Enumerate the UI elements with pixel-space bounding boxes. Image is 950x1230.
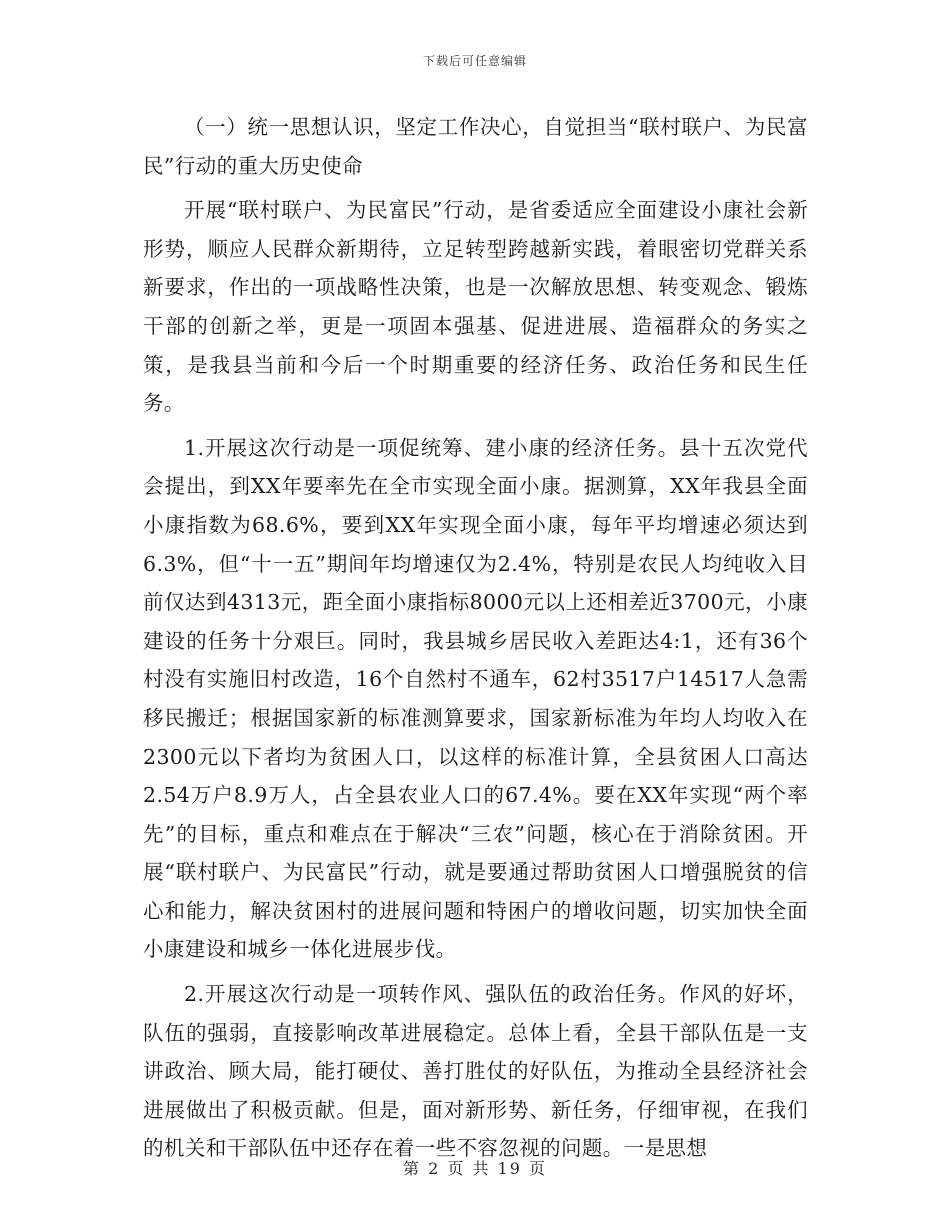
paragraph-economic-task: 1.开展这次行动是一项促统筹、建小康的经济任务。县十五次党代会提出，到XX年要率先在全市实现全面小康。据测算，XX年我县全面小康指数为68.6%，要到XX年实现全面小康，每年平均增速必须达到6.3%，但“十一五”期间年均增速仅为2.4%，特别是农民人均纯收入目前仅达到4313元，距全面小康指标8000元以上还相差近3700元，小康建设的任务十分艰巨。同时，我县城乡居民收入差距达4:1，还有36个村没有实施旧村改造，16个自然村不通车，62村3517户14517人急需移民搬迁；根据国家新的标准测算要求，国家新标准为年均人均收入在2300元以下者均为贫困人口，以这样的标准计算，全县贫困人口高达2.54万户8.9万人，占全县农业人口的67.4%。要在XX年实现“两个率先”的目标，重点和难点在于解决“三农”问题，核心在于消除贫困。开展“联村联户、为民富民”行动，就是要通过帮助贫困人口增强脱贫的信心和能力，解决贫困村的进展问题和特困户的增收问题，切实加快全面小康建设和城乡一体化进展步伐。 — [143, 435, 808, 962]
page-number-footer: 第 2 页 共 19 页 — [403, 1159, 547, 1178]
page-header-note: 下载后可任意编辑 — [422, 54, 527, 68]
section-heading: （一）统一思想认识，坚定工作决心，自觉担当“联村联户、为民富民”行动的重大历史使命 — [143, 115, 808, 178]
paragraph-intro: 开展“联村联户、为民富民”行动，是省委适应全面建设小康社会新形势，顺应人民群众新期待，立足转型跨越新实践，着眼密切党群关系新要求，作出的一项战略性决策，也是一次解放思想、转变观念、锻炼干部的创新之举，更是一项固本强基、促进进展、造福群众的务实之策，是我县当前和今后一个时期重要的经济任务、政治任务和民生任务。 — [143, 198, 808, 416]
paragraph-political-task: 2.开展这次行动是一项转作风、强队伍的政治任务。作风的好坏，队伍的强弱，直接影响改革进展稳定。总体上看，全县干部队伍是一支讲政治、顾大局，能打硬仗、善打胜仗的好队伍，为推动全县经济社会进展做出了积极贡献。但是，面对新形势、新任务，仔细审视，在我们的机关和干部队伍中还存在着一些不容忽视的问题。一是思想 — [143, 982, 808, 1161]
document-body — [143, 108, 808, 1168]
